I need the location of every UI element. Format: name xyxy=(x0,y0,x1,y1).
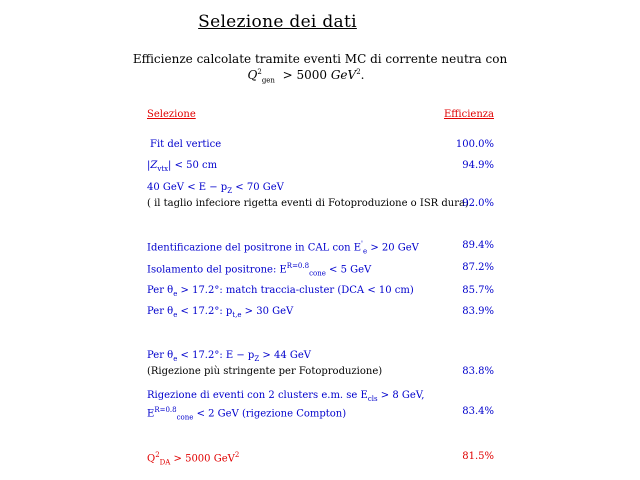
eff-track-match: 85.7% xyxy=(462,285,494,296)
row-q2-da: $Q^2_{DA} > 5000$ GeV$^2$ xyxy=(147,451,240,467)
page-title: Selezione dei dati xyxy=(198,12,357,32)
row-pt: Per $\theta_e < 17.2^\circ$: $p_{t,e} > 30$ GeV xyxy=(147,306,294,319)
row-compton-line2: $E^{R=0.8}_{cone} < 2$ GeV (rigezione Compton) xyxy=(147,406,347,422)
eff-e-pz-forward: 83.8% xyxy=(462,366,494,377)
row-e-pz-forward-note: (Rigezione più stringente per Fotoproduzione) xyxy=(147,366,383,377)
row-track-match: Per $\theta_e > 17.2^\circ$: match traccia-cluster (DCA < 10 cm) xyxy=(147,285,414,298)
eff-q2-da: 81.5% xyxy=(462,451,494,462)
q2-gen-sub: gen xyxy=(261,76,275,85)
row-e-pz: 40 GeV < $E - p_Z < 70$ GeV xyxy=(147,182,284,195)
q2-condition: > 5000 xyxy=(282,68,328,82)
row-isolation: Isolamento del positrone: $E^{R=0.8}_{cone} < 5$ GeV xyxy=(147,262,372,278)
eff-vertex-fit: 100.0% xyxy=(455,139,494,150)
eff-positron-id: 89.4% xyxy=(462,240,494,251)
eff-zvtx: 94.9% xyxy=(462,160,494,171)
eff-e-pz: 92.0% xyxy=(462,198,494,209)
eff-compton: 83.4% xyxy=(462,406,494,417)
q2-unit: GeV xyxy=(330,68,357,82)
row-vertex-fit: Fit del vertice xyxy=(150,139,222,150)
subtitle-line2: $Q^2_{gen} > 5000$ GeV$^2$. xyxy=(247,68,365,85)
q2-symbol: Q xyxy=(247,68,258,82)
row-positron-id: Identificazione del positrone in CAL con $E'_e > 20$ GeV xyxy=(147,240,419,256)
header-efficiency: Efficienza xyxy=(444,109,494,120)
row-e-pz-forward: Per $\theta_e < 17.2^\circ$: $E - p_Z > 44$ GeV xyxy=(147,350,311,363)
row-compton: Rigezione di eventi con 2 clusters e.m. se $E_{cls} > 8$ GeV, xyxy=(147,390,425,403)
subtitle-line1: Efficienze calcolate tramite eventi MC di corrente neutra con xyxy=(132,52,508,66)
header-selection: Selezione xyxy=(147,109,196,120)
row-e-pz-note: ( il taglio infeciore rigetta eventi di Fotoproduzione o ISR dura) xyxy=(147,198,469,209)
eff-pt: 83.9% xyxy=(462,306,494,317)
row-zvtx: $|Z_{vtx}| < 50$ cm xyxy=(147,160,218,173)
eff-isolation: 87.2% xyxy=(462,262,494,273)
